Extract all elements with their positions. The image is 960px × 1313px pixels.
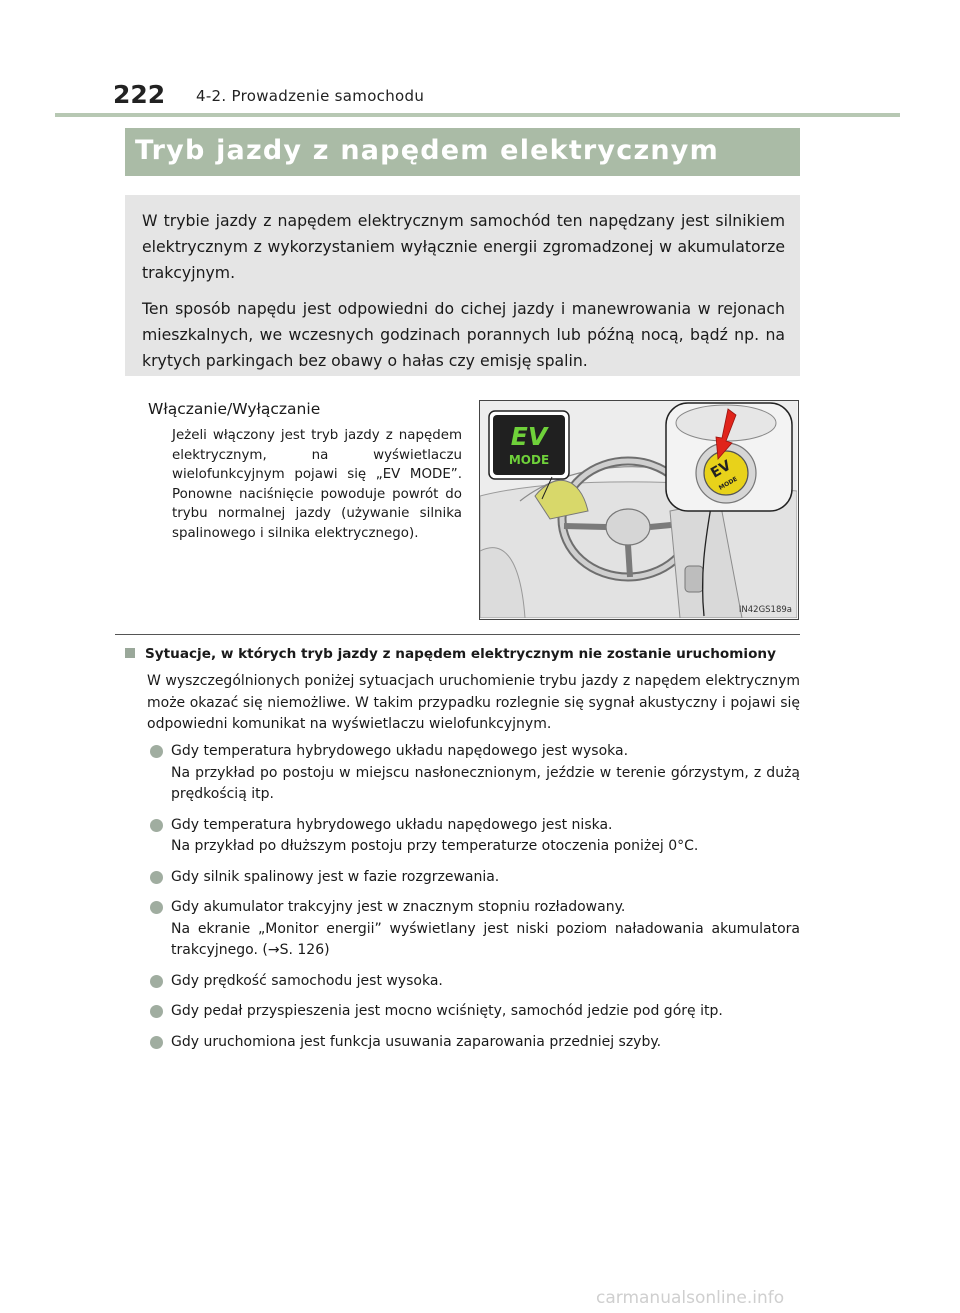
list-item (150, 1001, 800, 1023)
on-off-description: Jeżeli włączony jest tryb jazdy z napędem elektrycznym, na wyświetlaczu wielofunkcyjnym pojawi się „EV MODE”. Ponowne naciśnięcie powoduje powrót do trybu normalnej jazdy (używanie silnika spalinowego i silnika elektrycznego). (172, 428, 462, 541)
list-item-main: Gdy prędkość samochodu jest wysoka. (171, 972, 443, 989)
list-item (150, 741, 800, 806)
square-bullet-icon (125, 648, 135, 658)
section-title: 4-2. Prowadzenie samochodu (196, 87, 425, 105)
list-item-main: Gdy silnik spalinowy jest w fazie rozgrzewania. (171, 868, 500, 885)
situations-intro: W wyszczególnionych poniżej sytuacjach uruchomienie trybu jazdy z napędem elektrycznym może okazać się niemożliwe. W takim przypadku rozlegnie się sygnał akustyczny i pojawi się odpowiedni komunikat na wyświetlaczu wielofunkcyjnym. (147, 673, 800, 732)
list-item-detail: Na przykład po dłuższym postoju przy temperaturze otoczenia poniżej 0°C. (171, 838, 699, 854)
situations-heading (125, 646, 815, 662)
on-off-title: Włączanie/Wyłączanie (148, 400, 321, 418)
mode-display-text: MODE (508, 453, 550, 467)
list-item (150, 1032, 800, 1054)
page-title: Tryb jazdy z napędem elektrycznym (135, 135, 719, 166)
list-item (150, 867, 800, 889)
situations-list (150, 741, 800, 1062)
ev-button-text: EV (708, 457, 734, 482)
bullet-icon (150, 1036, 163, 1049)
list-item-main: Gdy temperatura hybrydowego układu napędowego jest niska. (171, 816, 613, 833)
bullet-icon (150, 745, 163, 758)
title-bar (125, 128, 800, 176)
header-divider (55, 113, 900, 117)
page-header (113, 80, 913, 114)
situations-heading-text: Sytuacje, w których tryb jazdy z napędem elektrycznym nie zostanie uruchomiony (145, 646, 776, 662)
list-item-detail: Na przykład po postoju w miejscu nasłonecznionym, jeździe w terenie górzystym, z dużą prędkością itp. (171, 764, 800, 802)
ev-mode-illustration (479, 400, 799, 620)
bullet-icon (150, 975, 163, 988)
bullet-icon (150, 871, 163, 884)
bullet-icon (150, 1005, 163, 1018)
mode-button-text: MODE (717, 475, 739, 492)
intro-paragraph-1: W trybie jazdy z napędem elektrycznym samochód ten napędzany jest silnikiem elektrycznym z wykorzystaniem wyłącznie energii zgromadzonej w akumulatorze trakcyjnym. (142, 211, 785, 282)
list-item-main: Gdy pedał przyspieszenia jest mocno wciśnięty, samochód jedzie pod górę itp. (171, 1003, 723, 1019)
section-divider (115, 634, 800, 635)
list-item (150, 897, 800, 962)
ev-display-text: EV (510, 422, 548, 451)
page-number: 222 (113, 80, 166, 109)
list-item (150, 971, 800, 993)
list-item-main: Gdy temperatura hybrydowego układu napędowego jest wysoka. (171, 743, 629, 759)
list-item-main: Gdy akumulator trakcyjny jest w znacznym stopniu rozładowany. (171, 899, 626, 915)
bullet-icon (150, 819, 163, 832)
intro-box (125, 195, 800, 376)
bullet-icon (150, 901, 163, 914)
footer-watermark[interactable]: carmanualsonline.info (596, 1288, 785, 1308)
list-item-detail: Na ekranie „Monitor energii” wyświetlany jest niski poziom naładowania akumulatora trakcyjnego. (→S. 126) (171, 920, 800, 958)
illustration-code: IN42GS189a (738, 605, 792, 615)
list-item-main: Gdy uruchomiona jest funkcja usuwania zaparowania przedniej szyby. (171, 1033, 662, 1050)
dashboard-drawing (480, 401, 797, 618)
intro-paragraph-2: Ten sposób napędu jest odpowiedni do cichej jazdy i manewrowania w rejonach mieszkalnych, we wczesnych godzinach porannych lub późną nocą, bądź np. na krytych parkingach bez obawy o hałas czy emisję spalin. (142, 299, 785, 370)
list-item (150, 815, 800, 858)
